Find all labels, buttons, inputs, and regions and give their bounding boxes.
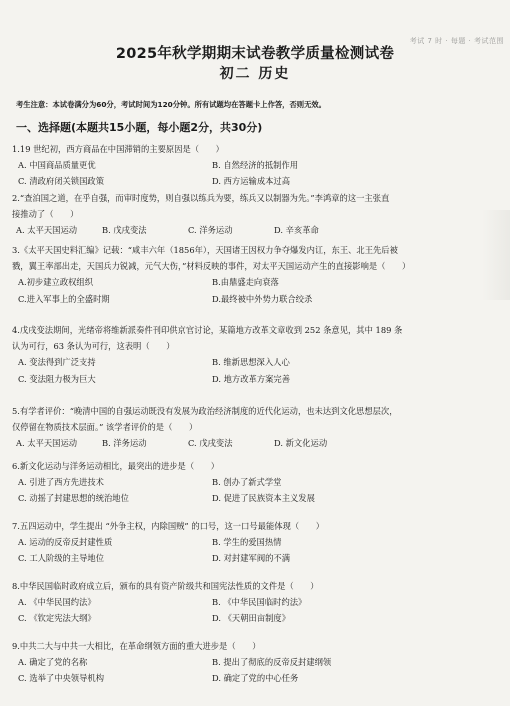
option-a: A. 引进了西方先进技术 <box>18 477 104 488</box>
question-text: 9.中共二大与中共一大相比，在革命纲领方面的重大进步是（ ） <box>12 641 261 651</box>
question-2 <box>12 190 500 239</box>
question-text: 戮，翼王率部出走，天国兵力锐减，元气大伤，”材料反映的事件，对太平天国运动产生的直接影响是（ ） <box>12 261 411 272</box>
question-5 <box>12 403 500 452</box>
question-options <box>12 435 500 451</box>
question-text: 仅停留在物质技术层面。” 该学者评价的是（ ） <box>12 422 198 433</box>
option-c: C. 变法阻力极为巨大 <box>18 373 96 384</box>
option-d: D. 西方运输成本过高 <box>212 176 291 187</box>
question-text: 2.“查泊国之道，在乎自强，而审时度势，则自强以练兵为要，练兵又以制器为先。”李鸿章的这一主张直 <box>12 193 390 203</box>
option-c: C. 动摇了封建思想的统治地位 <box>18 493 129 504</box>
question-text: 3.《太平天国史料汇编》记载：“咸丰六年（1856年），天国诸王因权力争夺爆发内讧，东王、北王先后被 <box>12 245 398 255</box>
option-b: B. 创办了新式学堂 <box>212 477 282 488</box>
exam-subtitle: 初二 历史 <box>219 66 291 82</box>
option-b: B.由鼎盛走向衰落 <box>212 277 279 288</box>
question-9 <box>12 638 500 687</box>
option-d: D. 辛亥革命 <box>274 225 319 236</box>
option-a: A.初步建立政权组织 <box>18 277 94 288</box>
option-a: A. 《中华民国约法》 <box>18 597 96 608</box>
question-options <box>12 654 500 686</box>
option-d: D. 促进了民族资本主义发展 <box>212 493 315 504</box>
question-text: 认为可行，63 条认为可行，这表明（ ） <box>12 341 175 352</box>
question-options <box>12 274 500 306</box>
option-d: D.最终被中外势力联合绞杀 <box>212 293 313 304</box>
option-c: C.进入军事上的全盛时期 <box>18 293 110 304</box>
option-c: C. 洋务运动 <box>188 225 233 236</box>
question-1 <box>12 141 500 190</box>
question-4 <box>12 322 500 387</box>
exam-title: 2025年秋学期期末试卷教学质量检测试卷 <box>115 46 395 62</box>
question-text: 接推动了（ ） <box>12 209 79 220</box>
option-d: D. 《天朝田亩制度》 <box>212 613 291 624</box>
option-b: B. 戊戌变法 <box>102 225 147 236</box>
option-b: B. 洋务运动 <box>102 438 147 449</box>
option-b: B. 自然经济的抵制作用 <box>212 160 299 171</box>
option-a: A. 确定了党的名称 <box>18 657 88 668</box>
option-c: C. 《钦定宪法大纲》 <box>18 613 96 624</box>
question-text: 4.戊戌变法期间，光绪帝将维新派奏件刊印供京官讨论，某篇地方改革文章收到 252 条意见，其中 189 条 <box>12 325 403 335</box>
question-options <box>12 534 500 566</box>
question-text: 1.19 世纪初，西方商品在中国滞销的主要原因是（ ） <box>12 144 224 154</box>
option-d: D. 新文化运动 <box>274 438 328 449</box>
option-a: A. 太平天国运动 <box>16 438 78 449</box>
question-text: 6.新文化运动与洋务运动相比，最突出的进步是（ ） <box>12 461 220 471</box>
exam-notice: 考生注意：本试卷满分为60分，考试时间为120分钟。所有试题均在答题卡上作答，否则无效。 <box>16 100 326 109</box>
option-a: A. 变法得到广泛支持 <box>18 357 96 368</box>
option-d: D. 对封建军阀的不满 <box>212 553 291 564</box>
section-heading: 一、选择题(本题共15小题，每小题2分，共30分) <box>16 121 263 134</box>
question-text: 8.中华民国临时政府成立后，颁布的具有资产阶级共和国宪法性质的文件是（ ） <box>12 581 319 591</box>
question-7 <box>12 518 500 567</box>
bleed-through-text: 考试 7 时 · 每题 · 考试范围 <box>409 37 504 45</box>
option-a: A. 中国商品质量更优 <box>18 160 96 171</box>
option-c: C. 戊戌变法 <box>188 438 233 449</box>
option-b: B. 维新思想深入人心 <box>212 357 290 368</box>
question-8 <box>12 578 500 627</box>
question-6 <box>12 458 500 507</box>
option-a: A. 太平天国运动 <box>16 225 78 236</box>
option-c: C. 清政府闭关锁国政策 <box>18 176 104 187</box>
option-d: D. 确定了党的中心任务 <box>212 673 299 684</box>
question-options <box>12 157 500 189</box>
question-3 <box>12 242 500 307</box>
question-text: 7.五四运动中，学生提出 “外争主权，内除国贼” 的口号，这一口号最能体现（ ） <box>12 521 325 531</box>
option-b: B. 《中华民国临时约法》 <box>212 597 307 608</box>
option-c: C. 工人阶级的主导地位 <box>18 553 104 564</box>
question-options <box>12 474 500 506</box>
option-b: B. 学生的爱国热情 <box>212 537 282 548</box>
question-text: 5.有学者评价：“晚清中国的自强运动既没有发展为政治经济制度的近代化运动，也未达到文化思想层次， <box>12 406 398 416</box>
question-options <box>12 354 500 386</box>
question-options <box>12 222 500 238</box>
option-a: A. 运动的反帝反封建性质 <box>18 537 113 548</box>
option-c: C. 选举了中央领导机构 <box>18 673 104 684</box>
option-d: D. 地方改革方案完善 <box>212 373 291 384</box>
question-options <box>12 594 500 626</box>
option-b: B. 提出了彻底的反帝反封建纲领 <box>212 657 332 668</box>
